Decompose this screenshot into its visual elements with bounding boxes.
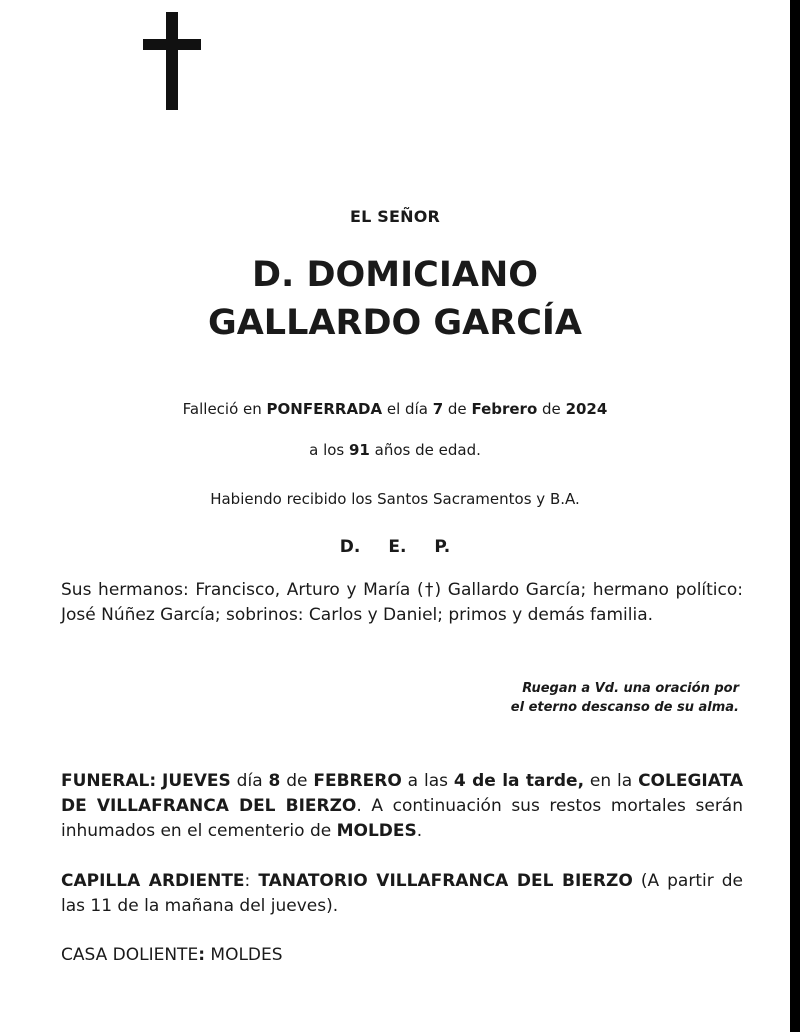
- dep-initials: D. E. P.: [339, 537, 451, 557]
- death-statement: Falleció en PONFERRADA el día 7 de Febrero de 2024: [182, 400, 608, 418]
- death-month: Febrero: [471, 400, 538, 418]
- prayer-request: Ruegan a Vd. una oración por el eterno descanso de su alma.: [510, 681, 739, 715]
- death-year: 2024: [565, 400, 608, 418]
- sacraments-statement: Habiendo recibido los Santos Sacramentos y B.A.: [210, 490, 580, 508]
- death-day: 7: [432, 400, 444, 418]
- deceased-name-line1: D. DOMICIANO: [251, 255, 539, 295]
- cross-icon: [143, 12, 201, 110]
- title-line: EL SEÑOR: [349, 207, 441, 226]
- deceased-name-line2: GALLARDO GARCÍA: [207, 303, 582, 343]
- age-years: 91: [349, 441, 370, 459]
- age-statement: a los 91 años de edad.: [309, 441, 481, 459]
- chapel-paragraph: CAPILLA ARDIENTE: TANATORIO VILLAFRANCA DEL BIERZO (A partir de las 11 de la mañana del jueves).: [61, 871, 744, 916]
- family-paragraph: Sus hermanos: Francisco, Arturo y María (†) Gallardo García; hermano político: José Núñez García; sobrinos: Carlos y Daniel; primos y demás familia.: [61, 580, 743, 625]
- death-place: PONFERRADA: [266, 400, 383, 418]
- home-paragraph: CASA DOLIENTE: MOLDES: [61, 945, 283, 965]
- funeral-paragraph: FUNERAL: JUEVES día 8 de FEBRERO a las 4 de la tarde, en la COLEGIATA DE VILLAFRANCA DEL BIERZO. A continuación sus restos mortales serán inhumados en el cementerio de MOLDES.: [61, 771, 743, 841]
